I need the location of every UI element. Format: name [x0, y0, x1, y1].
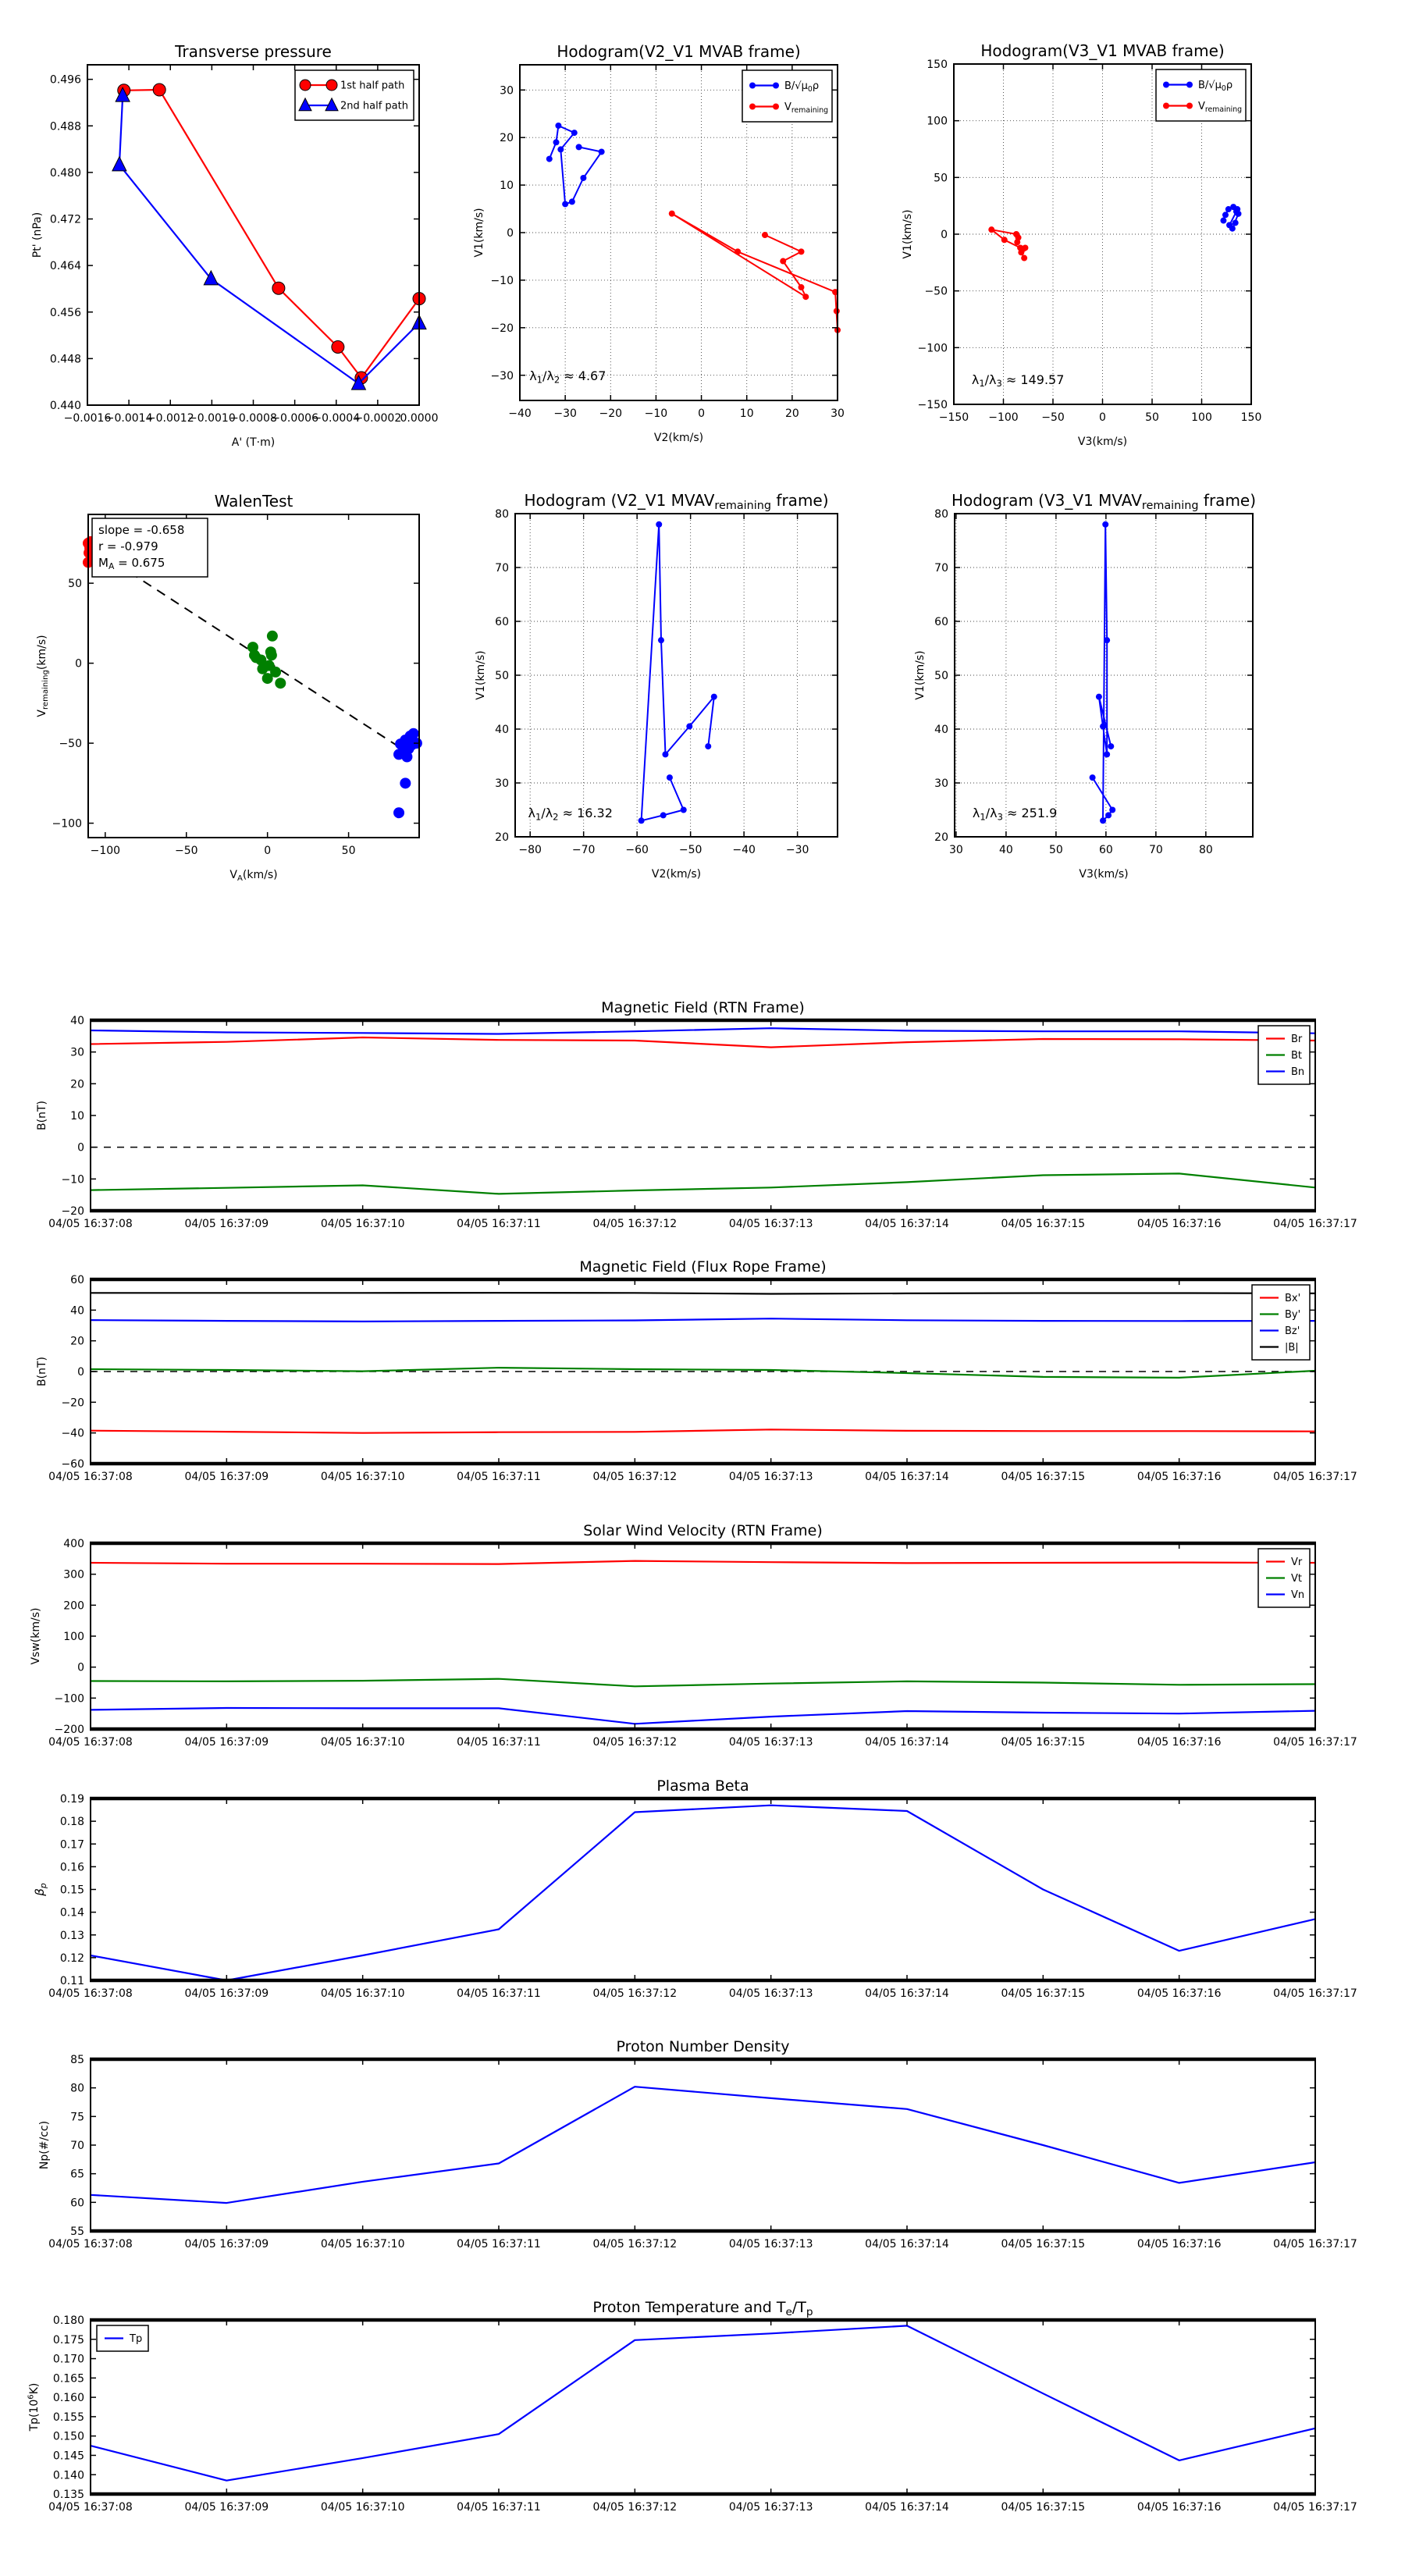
hodogram-v3v1-mvav-ytick-label: 80 — [934, 508, 948, 521]
transverse-pressure-xtick-label: −0.0006 — [271, 412, 318, 425]
hodogram-v3v1-mvav-xtick-label: 30 — [949, 844, 963, 856]
vsw-rtn-xtick-label: 04/05 16:37:09 — [184, 1736, 269, 1749]
proton-temperature-xtick-label: 04/05 16:37:10 — [320, 2501, 405, 2514]
hodogram-v3v1-mvab-ytick-label: 0 — [941, 229, 948, 242]
transverse-pressure-xtick-label: −0.0004 — [312, 412, 361, 425]
b-flux-rope-ytick-label: 0 — [77, 1366, 84, 1379]
hodogram-v3v1-mvav-ytick-label: 30 — [934, 777, 948, 791]
plasma-beta-ylabel: $\beta_p$ — [33, 1883, 48, 1896]
hodogram-v2v1-mvab-xtick-label: 30 — [831, 407, 845, 420]
hodogram-v2v1-mvav-xtick-label: −70 — [571, 844, 596, 856]
b-flux-rope-ytick-label: −60 — [61, 1458, 84, 1471]
vsw-rtn-xtick-label: 04/05 16:37:17 — [1273, 1736, 1357, 1749]
proton-density-ytick-label: 65 — [70, 2168, 84, 2181]
transverse-pressure-legend-label: 2nd half path — [340, 100, 408, 112]
transverse-pressure-xtick-label: −0.0002 — [354, 412, 402, 425]
proton-density-xtick-label: 04/05 16:37:15 — [1001, 2238, 1086, 2250]
proton-temperature-ytick-label: 0.175 — [52, 2333, 84, 2347]
hodogram-v2v1-mvab-xtick-label: −30 — [553, 407, 577, 420]
transverse-pressure-xtick-label: −0.0012 — [146, 412, 194, 425]
proton-density-ytick-label: 75 — [70, 2111, 84, 2124]
plasma-beta-ytick-label: 0.15 — [59, 1884, 84, 1897]
hodogram-v2v1-mvab-xtick-label: 20 — [784, 407, 799, 420]
hodogram-v2v1-mvab-ytick-label: 10 — [500, 180, 514, 193]
hodogram-v3v1-mvav-ytick-label: 20 — [934, 831, 948, 845]
transverse-pressure-xlabel: A' (T·m) — [231, 436, 276, 449]
vsw-rtn-legend-label: Vn — [1291, 1589, 1305, 1602]
hodogram-v3v1-mvav-xlabel: V3(km/s) — [1079, 868, 1129, 881]
hodogram-v3v1-mvav-title: Hodogram (V3_V1 $MVAV_{remaining}$ frame) — [951, 491, 1257, 512]
proton-density-ylabel: Np(#/cc) — [38, 2120, 51, 2170]
b-flux-rope-xtick-label: 04/05 16:37:08 — [48, 1471, 133, 1483]
proton-temperature-xtick-label: 04/05 16:37:09 — [184, 2501, 269, 2514]
hodogram-v2v1-mvav-xlabel: V2(km/s) — [651, 868, 702, 881]
vsw-rtn-ytick-label: −200 — [54, 1724, 84, 1737]
transverse-pressure-xtick-label: −0.0010 — [188, 412, 236, 425]
vsw-rtn-legend-label: Vr — [1291, 1557, 1303, 1569]
vsw-rtn-legend-label: Vt — [1291, 1573, 1302, 1585]
walen-test-xtick-label: −50 — [174, 845, 198, 857]
plasma-beta-xtick-label: 04/05 16:37:08 — [48, 1987, 133, 2000]
proton-density-ytick-label: 85 — [70, 2054, 84, 2067]
proton-density-ytick-label: 80 — [70, 2082, 84, 2095]
b-rtn-ytick-label: −20 — [61, 1205, 84, 1219]
walen-test-xtick-label: −100 — [90, 845, 121, 857]
b-flux-rope-ytick-label: −20 — [61, 1397, 84, 1410]
vsw-rtn-ytick-label: 300 — [63, 1568, 84, 1582]
b-flux-rope-ytick-label: 60 — [70, 1274, 84, 1287]
proton-temperature-ytick-label: 0.135 — [52, 2489, 84, 2502]
walen-test-title: WalenTest — [214, 492, 293, 511]
b-rtn-xtick-label: 04/05 16:37:12 — [592, 1218, 678, 1230]
walen-test-ytick-label: 0 — [75, 657, 82, 671]
proton-temperature-ytick-label: 0.155 — [52, 2411, 84, 2424]
transverse-pressure-xtick-label: −0.0014 — [105, 412, 153, 425]
vsw-rtn-xtick-label: 04/05 16:37:12 — [592, 1736, 678, 1749]
transverse-pressure-xtick-label: −0.0008 — [229, 412, 277, 425]
b-flux-rope-ylabel: B(nT) — [36, 1357, 48, 1386]
proton-density-xtick-label: 04/05 16:37:14 — [865, 2238, 949, 2250]
proton-temperature-title: Proton Temperature and $T_e/T_p$ — [592, 2299, 813, 2318]
walen-test-stat-box — [92, 518, 208, 577]
hodogram-v2v1-mvab-legend-label: $V_{remaining}$ — [784, 101, 829, 115]
hodogram-v3v1-mvav-annotation: $\lambda_1/\lambda_3 \approx 251.9$ — [972, 806, 1058, 823]
vsw-rtn-xtick-label: 04/05 16:37:11 — [457, 1736, 541, 1749]
plasma-beta-ytick-label: 0.13 — [59, 1929, 84, 1942]
b-flux-rope-legend-label: By' — [1285, 1309, 1301, 1322]
hodogram-v3v1-mvab-ytick-label: 100 — [927, 115, 948, 128]
proton-density-xtick-label: 04/05 16:37:08 — [48, 2238, 133, 2250]
proton-temperature-ytick-label: 0.150 — [52, 2430, 84, 2443]
transverse-pressure-ylabel: Pt' (nPa) — [31, 212, 44, 258]
proton-temperature-xtick-label: 04/05 16:37:17 — [1273, 2501, 1357, 2514]
proton-density-title: Proton Number Density — [616, 2038, 790, 2055]
hodogram-v3v1-mvab-ytick-label: −50 — [924, 285, 948, 298]
hodogram-v2v1-mvab-xlabel: V2(km/s) — [653, 432, 704, 444]
proton-temperature-ytick-label: 0.180 — [52, 2314, 84, 2328]
hodogram-v2v1-mvab-legend — [742, 70, 832, 122]
vsw-rtn-ytick-label: 400 — [63, 1538, 84, 1551]
hodogram-v2v1-mvab-legend-label: $B/√\mu_0\rho$ — [784, 80, 820, 94]
vsw-rtn-xtick-label: 04/05 16:37:10 — [320, 1736, 405, 1749]
hodogram-v2v1-mvab-xtick-label: −20 — [599, 407, 623, 420]
hodogram-v3v1-mvab-legend-label: $V_{remaining}$ — [1198, 101, 1243, 114]
hodogram-v3v1-mvab-xtick-label: 100 — [1191, 411, 1212, 424]
hodogram-v3v1-mvab-legend — [1156, 69, 1246, 121]
plasma-beta-ytick-label: 0.16 — [59, 1861, 84, 1874]
proton-density-xtick-label: 04/05 16:37:17 — [1273, 2238, 1357, 2250]
proton-temperature-xtick-label: 04/05 16:37:14 — [865, 2501, 949, 2514]
proton-density-xtick-label: 04/05 16:37:12 — [592, 2238, 678, 2250]
b-rtn-ytick-label: 10 — [70, 1110, 84, 1123]
b-flux-rope-xtick-label: 04/05 16:37:12 — [592, 1471, 678, 1483]
b-flux-rope-ytick-label: 40 — [70, 1304, 84, 1318]
walen-test-stat-line: slope = -0.658 — [98, 522, 185, 537]
hodogram-v2v1-mvav-ylabel: V1(km/s) — [475, 650, 487, 700]
proton-temperature-xtick-label: 04/05 16:37:11 — [457, 2501, 541, 2514]
walen-test-stat-line: $M_A = 0.675$ — [98, 555, 165, 571]
b-rtn-xtick-label: 04/05 16:37:13 — [728, 1218, 813, 1230]
proton-temperature-ytick-label: 0.145 — [52, 2450, 84, 2463]
hodogram-v3v1-mvab-ytick-label: 150 — [927, 59, 948, 72]
hodogram-v3v1-mvab-legend-label: $B/√\mu_0\rho$ — [1198, 80, 1233, 93]
hodogram-v3v1-mvav-xtick-label: 60 — [1098, 844, 1113, 856]
hodogram-v2v1-mvav-ytick-label: 60 — [495, 616, 509, 629]
transverse-pressure-ytick-label: 0.440 — [49, 400, 81, 413]
hodogram-v2v1-mvab-xtick-label: 10 — [739, 407, 754, 420]
hodogram-v2v1-mvav-xtick-label: −80 — [518, 844, 542, 856]
hodogram-v2v1-mvab-ytick-label: 0 — [507, 227, 514, 240]
b-rtn-ytick-label: 20 — [70, 1078, 84, 1091]
vsw-rtn-ytick-label: 200 — [63, 1599, 84, 1613]
hodogram-v2v1-mvav-xtick-label: −50 — [678, 844, 702, 856]
b-flux-rope-title: Magnetic Field (Flux Rope Frame) — [579, 1258, 827, 1276]
plasma-beta-title: Plasma Beta — [656, 1777, 749, 1795]
hodogram-v3v1-mvav-ytick-label: 40 — [934, 724, 948, 737]
b-flux-rope-xtick-label: 04/05 16:37:14 — [865, 1471, 949, 1483]
b-rtn-legend-label: Bn — [1291, 1066, 1305, 1079]
proton-temperature-ytick-label: 0.160 — [52, 2392, 84, 2405]
hodogram-v2v1-mvab-ytick-label: −30 — [490, 369, 514, 382]
plasma-beta-xtick-label: 04/05 16:37:13 — [728, 1987, 813, 2000]
proton-temperature-xtick-label: 04/05 16:37:12 — [592, 2501, 678, 2514]
hodogram-v2v1-mvab-ytick-label: 20 — [500, 132, 514, 145]
hodogram-v2v1-mvav-ytick-label: 80 — [495, 508, 509, 521]
b-rtn-xtick-label: 04/05 16:37:15 — [1001, 1218, 1086, 1230]
hodogram-v2v1-mvav-xtick-label: −60 — [625, 844, 649, 856]
b-rtn-ylabel: B(nT) — [36, 1101, 48, 1130]
walen-test-xtick-label: 0 — [264, 845, 272, 857]
hodogram-v3v1-mvab-xtick-label: 150 — [1240, 411, 1262, 424]
hodogram-v3v1-mvab-ytick-label: −150 — [917, 399, 948, 412]
hodogram-v2v1-mvav-xtick-label: −30 — [785, 844, 809, 856]
hodogram-v3v1-mvav-ylabel: V1(km/s) — [914, 650, 927, 700]
proton-density-ytick-label: 60 — [70, 2197, 84, 2210]
vsw-rtn-xtick-label: 04/05 16:37:14 — [865, 1736, 949, 1749]
plasma-beta-xtick-label: 04/05 16:37:11 — [457, 1987, 541, 2000]
b-flux-rope-ytick-label: −40 — [61, 1427, 84, 1440]
b-flux-rope-legend-label: Bz' — [1285, 1325, 1300, 1338]
b-rtn-title: Magnetic Field (RTN Frame) — [601, 999, 805, 1016]
b-rtn-legend-label: Br — [1291, 1034, 1303, 1046]
b-rtn-xtick-label: 04/05 16:37:08 — [48, 1218, 133, 1230]
vsw-rtn-legend — [1258, 1549, 1310, 1607]
proton-temperature-ytick-label: 0.170 — [52, 2353, 84, 2366]
hodogram-v2v1-mvav-ytick-label: 30 — [495, 777, 509, 791]
plasma-beta-xtick-label: 04/05 16:37:14 — [865, 1987, 949, 2000]
plasma-beta-ytick-label: 0.14 — [59, 1906, 84, 1920]
b-rtn-xtick-label: 04/05 16:37:10 — [320, 1218, 405, 1230]
proton-temperature-xtick-label: 04/05 16:37:16 — [1136, 2501, 1222, 2514]
vsw-rtn-ytick-label: −100 — [54, 1692, 84, 1706]
hodogram-v2v1-mvab-annotation: $\lambda_1/\lambda_2 \approx 4.67$ — [529, 368, 606, 386]
hodogram-v2v1-mvab-xtick-label: 0 — [698, 407, 706, 420]
b-rtn-xtick-label: 04/05 16:37:11 — [457, 1218, 541, 1230]
plasma-beta-xtick-label: 04/05 16:37:17 — [1273, 1987, 1357, 2000]
hodogram-v2v1-mvav-title: Hodogram (V2_V1 $MVAV_{remaining}$ frame) — [524, 491, 829, 512]
walen-test-ytick-label: −100 — [52, 817, 82, 831]
plasma-beta-xtick-label: 04/05 16:37:09 — [184, 1987, 269, 2000]
proton-temperature-ytick-label: 0.165 — [52, 2372, 84, 2386]
transverse-pressure-legend — [295, 70, 414, 120]
transverse-pressure-ytick-label: 0.456 — [49, 306, 81, 319]
b-flux-rope-xtick-label: 04/05 16:37:16 — [1136, 1471, 1222, 1483]
b-flux-rope-xtick-label: 04/05 16:37:09 — [184, 1471, 269, 1483]
hodogram-v3v1-mvab-ylabel: V1(km/s) — [902, 209, 914, 259]
hodogram-v2v1-mvab-xtick-label: −40 — [508, 407, 532, 420]
walen-test-ylabel: $V_{remaining}(km/s)$ — [36, 635, 50, 717]
transverse-pressure-title: Transverse pressure — [175, 42, 332, 61]
vsw-rtn-ytick-label: 100 — [63, 1631, 84, 1644]
b-rtn-ytick-label: 0 — [77, 1141, 84, 1155]
transverse-pressure-ytick-label: 0.480 — [49, 166, 81, 180]
walen-test-stat-line: r = -0.979 — [98, 539, 158, 553]
transverse-pressure-xtick-label: −0.0016 — [63, 412, 112, 425]
walen-test-ytick-label: −50 — [59, 738, 82, 751]
proton-density-ytick-label: 70 — [70, 2140, 84, 2153]
walen-test-xlabel: $V_A(km/s)$ — [229, 869, 278, 883]
hodogram-v3v1-mvav-ytick-label: 60 — [934, 616, 948, 629]
vsw-rtn-xtick-label: 04/05 16:37:08 — [48, 1736, 133, 1749]
hodogram-v3v1-mvab-xtick-label: −150 — [938, 411, 969, 424]
b-flux-rope-xtick-label: 04/05 16:37:11 — [457, 1471, 541, 1483]
transverse-pressure-ytick-label: 0.496 — [49, 73, 81, 87]
plasma-beta-ytick-label: 0.12 — [59, 1952, 84, 1965]
b-flux-rope-legend-label: Bx' — [1285, 1293, 1301, 1305]
vsw-rtn-xtick-label: 04/05 16:37:13 — [728, 1736, 813, 1749]
b-rtn-legend-label: Bt — [1291, 1050, 1303, 1062]
hodogram-v2v1-mvab-ytick-label: 30 — [500, 84, 514, 98]
hodogram-v3v1-mvab-xtick-label: −50 — [1041, 411, 1065, 424]
b-flux-rope-ytick-label: 20 — [70, 1335, 84, 1348]
hodogram-v2v1-mvav-xtick-label: −40 — [732, 844, 756, 856]
proton-temperature-ytick-label: 0.140 — [52, 2469, 84, 2482]
proton-temperature-legend-label: Tp — [130, 2333, 143, 2346]
plasma-beta-xtick-label: 04/05 16:37:15 — [1001, 1987, 1086, 2000]
hodogram-v2v1-mvav-ytick-label: 70 — [495, 562, 509, 575]
hodogram-v2v1-mvab-title: Hodogram(V2_V1 MVAB frame) — [557, 42, 801, 61]
walen-test-ytick-label: 50 — [68, 578, 82, 591]
hodogram-v2v1-mvab-ytick-label: −20 — [490, 322, 514, 335]
hodogram-v3v1-mvab-xtick-label: −100 — [988, 411, 1019, 424]
hodogram-v3v1-mvab-ytick-label: −100 — [917, 342, 948, 355]
proton-density-xtick-label: 04/05 16:37:13 — [728, 2238, 813, 2250]
hodogram-v2v1-mvab-xtick-label: −10 — [644, 407, 668, 420]
transverse-pressure-ytick-label: 0.464 — [49, 260, 81, 273]
proton-temperature-ylabel: $Tp(10^6K)$ — [27, 2382, 41, 2432]
hodogram-v3v1-mvav-xtick-label: 40 — [998, 844, 1013, 856]
transverse-pressure-legend-label: 1st half path — [340, 80, 405, 92]
proton-temperature-xtick-label: 04/05 16:37:15 — [1001, 2501, 1086, 2514]
hodogram-v3v1-mvav-xtick-label: 80 — [1198, 844, 1213, 856]
hodogram-v3v1-mvab-title: Hodogram(V3_V1 MVAB frame) — [980, 41, 1225, 60]
b-flux-rope-xtick-label: 04/05 16:37:17 — [1273, 1471, 1357, 1483]
hodogram-v3v1-mvab-xlabel: V3(km/s) — [1077, 436, 1128, 448]
plasma-beta-xtick-label: 04/05 16:37:12 — [592, 1987, 678, 2000]
vsw-rtn-title: Solar Wind Velocity (RTN Frame) — [583, 1522, 823, 1539]
hodogram-v2v1-mvav-ytick-label: 20 — [495, 831, 509, 845]
hodogram-v3v1-mvav-xtick-label: 50 — [1048, 844, 1063, 856]
b-rtn-ytick-label: 40 — [70, 1015, 84, 1028]
plasma-beta-ytick-label: 0.11 — [59, 1975, 84, 1988]
b-flux-rope-xtick-label: 04/05 16:37:13 — [728, 1471, 813, 1483]
b-flux-rope-xtick-label: 04/05 16:37:10 — [320, 1471, 405, 1483]
proton-density-ytick-label: 55 — [70, 2226, 84, 2239]
hodogram-v3v1-mvab-xtick-label: 0 — [1099, 411, 1106, 424]
transverse-pressure-ytick-label: 0.448 — [49, 353, 81, 366]
plasma-beta-ytick-label: 0.17 — [59, 1838, 84, 1852]
b-rtn-xtick-label: 04/05 16:37:09 — [184, 1218, 269, 1230]
b-rtn-ytick-label: −10 — [61, 1173, 84, 1187]
plasma-beta-xtick-label: 04/05 16:37:10 — [320, 1987, 405, 2000]
transverse-pressure-ytick-label: 0.488 — [49, 120, 81, 133]
transverse-pressure-ytick-label: 0.472 — [49, 213, 81, 226]
proton-density-xtick-label: 04/05 16:37:16 — [1136, 2238, 1222, 2250]
hodogram-v2v1-mvab-ylabel: V1(km/s) — [473, 208, 486, 258]
plasma-beta-xtick-label: 04/05 16:37:16 — [1136, 1987, 1222, 2000]
hodogram-v3v1-mvab-annotation: $\lambda_1/\lambda_3 \approx 149.57$ — [971, 372, 1065, 390]
hodogram-v2v1-mvab-ytick-label: −10 — [490, 274, 514, 287]
vsw-rtn-ylabel: Vsw(km/s) — [30, 1607, 42, 1665]
proton-temperature-legend — [97, 2325, 148, 2351]
hodogram-v3v1-mvab-ytick-label: 50 — [934, 172, 948, 185]
proton-temperature-xtick-label: 04/05 16:37:08 — [48, 2501, 133, 2514]
b-flux-rope-xtick-label: 04/05 16:37:15 — [1001, 1471, 1086, 1483]
plasma-beta-ytick-label: 0.18 — [59, 1816, 84, 1829]
walen-test-xtick-label: 50 — [341, 845, 356, 857]
proton-temperature-xtick-label: 04/05 16:37:13 — [728, 2501, 813, 2514]
hodogram-v3v1-mvab-xtick-label: 50 — [1145, 411, 1159, 424]
proton-density-xtick-label: 04/05 16:37:10 — [320, 2238, 405, 2250]
hodogram-v3v1-mvav-ytick-label: 70 — [934, 562, 948, 575]
b-flux-rope-legend-label: |B| — [1285, 1342, 1299, 1354]
vsw-rtn-ytick-label: 0 — [77, 1661, 84, 1674]
b-rtn-legend — [1258, 1026, 1310, 1084]
vsw-rtn-xtick-label: 04/05 16:37:15 — [1001, 1736, 1086, 1749]
hodogram-v3v1-mvav-xtick-label: 70 — [1148, 844, 1163, 856]
hodogram-v3v1-mvav-ytick-label: 50 — [934, 670, 948, 683]
hodogram-v2v1-mvav-annotation: $\lambda_1/\lambda_2 \approx 16.32$ — [528, 806, 613, 823]
proton-density-xtick-label: 04/05 16:37:11 — [457, 2238, 541, 2250]
plasma-beta-ytick-label: 0.19 — [59, 1793, 84, 1806]
b-flux-rope-legend — [1252, 1285, 1310, 1360]
vsw-rtn-xtick-label: 04/05 16:37:16 — [1136, 1736, 1222, 1749]
hodogram-v2v1-mvav-ytick-label: 40 — [495, 724, 509, 737]
b-rtn-xtick-label: 04/05 16:37:16 — [1136, 1218, 1222, 1230]
b-rtn-ytick-label: 30 — [70, 1046, 84, 1059]
transverse-pressure-xtick-label: 0.0000 — [400, 412, 439, 425]
hodogram-v2v1-mvav-ytick-label: 50 — [495, 670, 509, 683]
b-rtn-xtick-label: 04/05 16:37:14 — [865, 1218, 949, 1230]
proton-density-xtick-label: 04/05 16:37:09 — [184, 2238, 269, 2250]
b-rtn-xtick-label: 04/05 16:37:17 — [1273, 1218, 1357, 1230]
